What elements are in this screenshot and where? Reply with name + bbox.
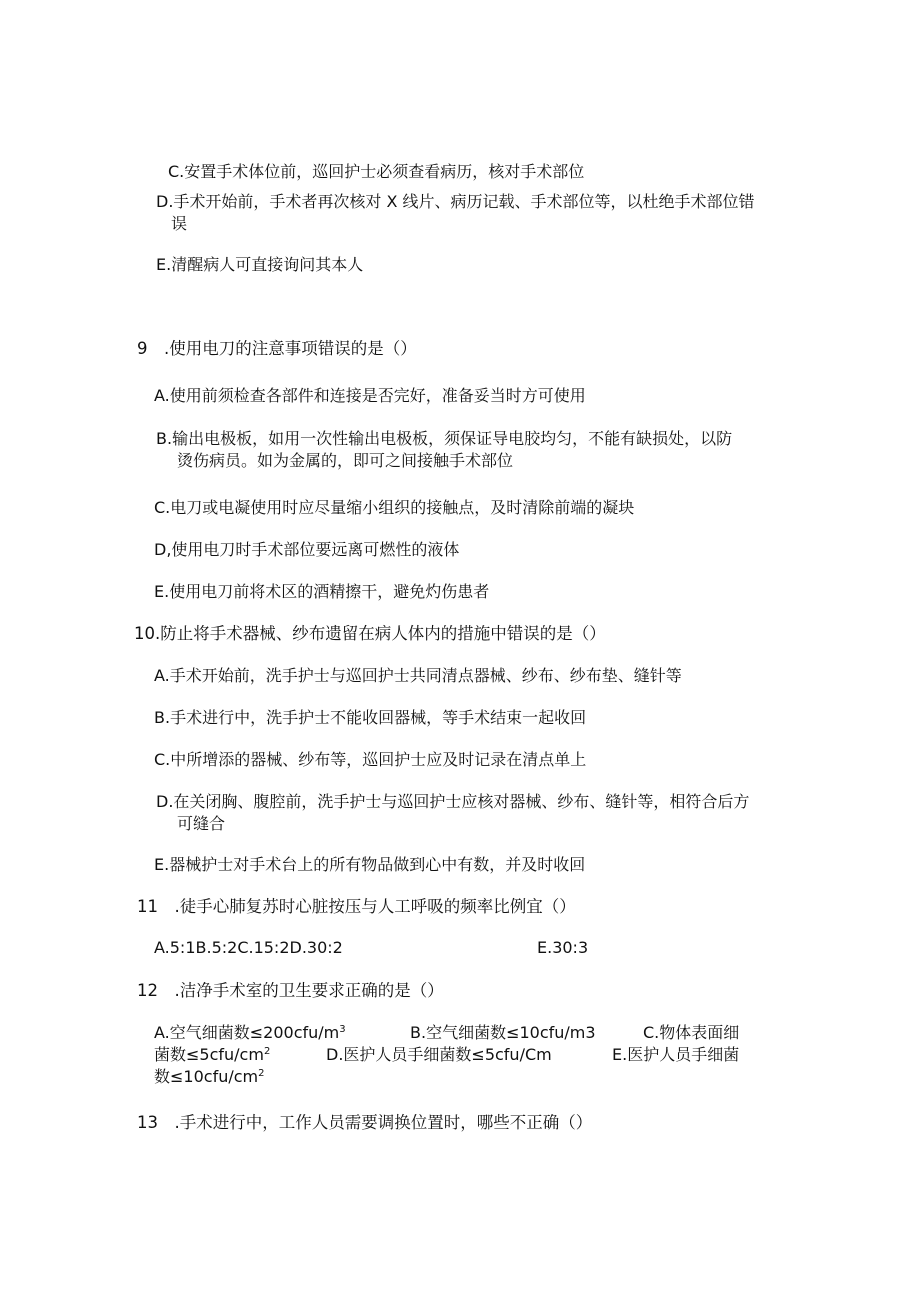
q9-option-c: C.电刀或电凝使用时应尽量缩小组织的接触点，及时清除前端的凝块 <box>154 498 635 517</box>
q12-option-d: D.医护人员手细菌数≤5cfu∕Cm <box>326 1045 552 1064</box>
q11-option-e: E.30:3 <box>537 938 589 957</box>
q10-option-d-line1: D.在关闭胸、腹腔前，洗手护士与巡回护士应核对器械、纱布、缝针等，相符合后方 <box>156 792 750 811</box>
q10-option-a: A.手术开始前，洗手护士与巡回护士共同清点器械、纱布、纱布垫、缝针等 <box>154 666 682 685</box>
q12-stem: 12 .洁净手术室的卫生要求正确的是（） <box>137 981 444 1000</box>
q9-option-a: A.使用前须检查各部件和连接是否完好，准备妥当时方可使用 <box>154 386 586 405</box>
q11-options-abcd: A.5:1B.5:2C.15:2D.30:2 <box>154 938 343 957</box>
q10-option-b: B.手术进行中，洗手护士不能收回器械，等手术结束一起收回 <box>154 708 587 727</box>
q10-option-e: E.器械护士对手术台上的所有物品做到心中有数，并及时收回 <box>154 855 586 874</box>
q8-option-e: E.清醒病人可直接询问其本人 <box>156 255 364 274</box>
q9-option-b-line1: B.输出电极板，如用一次性输出电极板，须保证导电胶均匀，不能有缺损处，以防 <box>156 429 733 448</box>
q10-stem: 10.防止将手术器械、纱布遗留在病人体内的措施中错误的是（） <box>134 624 606 643</box>
q13-stem: 13 .手术进行中，工作人员需要调换位置时，哪些不正确（） <box>137 1113 593 1132</box>
q12-option-e-part1: E.医护人员手细菌 <box>612 1045 740 1064</box>
q11-stem: 11 .徒手心肺复苏时心脏按压与人工呼吸的频率比例宜（） <box>137 897 576 916</box>
q9-option-e: E.使用电刀前将术区的酒精擦干，避免灼伤患者 <box>154 582 490 601</box>
q9-option-d: D,使用电刀时手术部位要远离可燃性的液体 <box>154 540 460 559</box>
q12-option-c-part1: C.物体表面细 <box>643 1023 740 1042</box>
q10-option-c: C.中所增添的器械、纱布等，巡回护士应及时记录在清点单上 <box>154 750 587 769</box>
q9-stem: 9 .使用电刀的注意事项错误的是（） <box>137 339 417 358</box>
q8-option-d-line2: 误 <box>171 214 188 233</box>
q8-option-c: C.安置手术体位前，巡回护士必须查看病历，核对手术部位 <box>168 162 585 181</box>
q10-option-d-line2: 可缝合 <box>177 814 226 833</box>
q12-option-e-part2: 数$\le 10cfu∕cm^2$ <box>154 1067 265 1086</box>
q12-option-b: B.空气细菌数≤10cfu∕m3 <box>410 1023 596 1042</box>
q12-option-c-part2: 菌数$\le 5cfu∕cm^2$ <box>154 1045 271 1064</box>
q8-option-d-line1: D.手术开始前，手术者再次核对 X 线片、病历记载、手术部位等，以杜绝手术部位错 <box>156 192 755 211</box>
q12-option-a: A.空气细菌数$\le 200cfu∕m^3$ <box>154 1023 346 1042</box>
q9-option-b-line2: 烫伤病员。如为金属的，即可之间接触手术部位 <box>177 451 514 470</box>
